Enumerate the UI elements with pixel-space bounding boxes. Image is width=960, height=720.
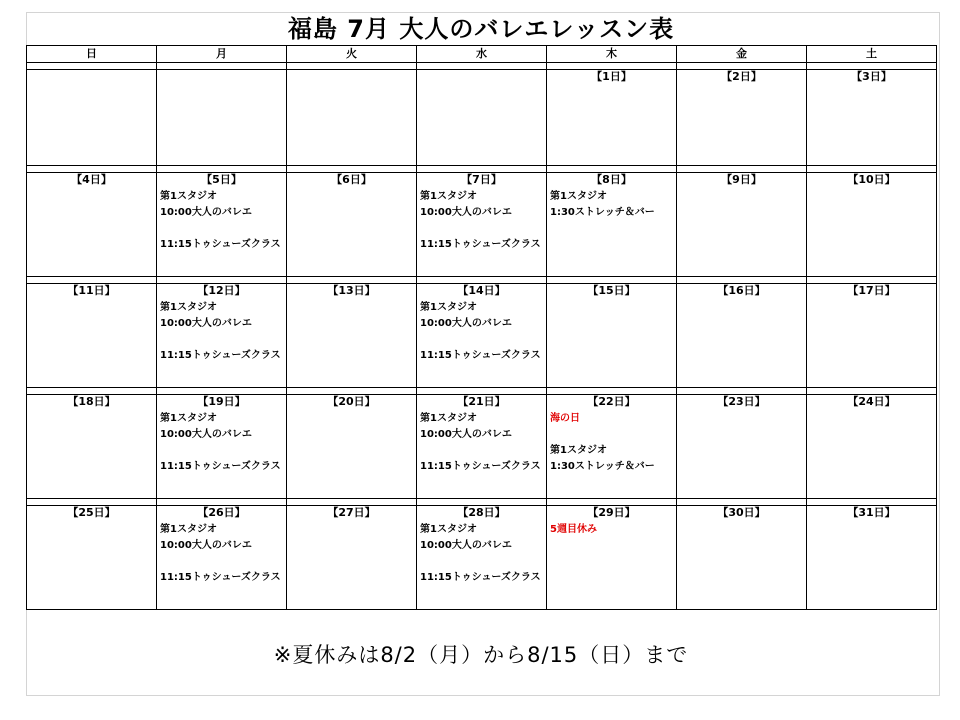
notice-text: 海の日 — [550, 413, 580, 425]
separator-cell — [677, 276, 807, 283]
lesson-line: 第1スタジオ — [160, 191, 217, 202]
summer-break-notice: ※夏休みは8/2（月）から8/15（日）まで — [273, 643, 689, 667]
notice-text: 5週目休み — [550, 524, 597, 536]
lesson-entries — [157, 409, 286, 475]
day-label: 【4日】 — [71, 173, 112, 186]
day-cell — [27, 284, 157, 388]
separator-cell — [417, 498, 547, 505]
day-cell — [157, 395, 287, 499]
lesson-entries — [157, 520, 286, 586]
separator-cell — [27, 276, 157, 283]
day-label: 【19日】 — [197, 395, 246, 409]
separator-cell — [287, 63, 417, 70]
week-separator — [27, 63, 937, 70]
lesson-line — [160, 221, 286, 237]
day-cell — [677, 173, 807, 277]
day-label: 【17日】 — [847, 284, 896, 298]
separator-cell — [27, 63, 157, 70]
lesson-line: 第1スタジオ — [550, 191, 607, 202]
day-cell — [27, 173, 157, 277]
day-label: 【16日】 — [717, 284, 766, 298]
lesson-line: 1:30ストレッチ＆バー — [550, 461, 655, 473]
weekday-header: 火 — [287, 46, 417, 63]
lesson-entries — [157, 187, 286, 253]
day-label — [287, 70, 416, 84]
separator-cell — [157, 387, 287, 394]
day-cell — [807, 395, 937, 499]
day-label: 【14日】 — [457, 284, 506, 298]
day-label: 【31日】 — [847, 506, 896, 520]
lesson-line: 11:15トゥシューズクラス — [420, 350, 541, 362]
day-label: 【29日】 — [587, 506, 636, 520]
weekday-header: 金 — [677, 46, 807, 63]
day-cell — [547, 506, 677, 610]
day-label: 【2日】 — [721, 70, 762, 84]
day-cell — [417, 395, 547, 499]
lesson-line: 11:15トゥシューズクラス — [420, 239, 541, 250]
lesson-calendar — [26, 45, 937, 610]
separator-cell — [27, 387, 157, 394]
week-row — [27, 173, 937, 277]
week-row — [27, 506, 937, 610]
lesson-line: 11:15トゥシューズクラス — [160, 461, 281, 473]
lesson-line — [420, 332, 546, 348]
lesson-line: 第1スタジオ — [420, 413, 477, 425]
separator-cell — [547, 498, 677, 505]
lesson-line — [160, 554, 286, 570]
day-cell — [547, 284, 677, 388]
lesson-line: 10:00大人のバレエ — [420, 540, 512, 552]
lesson-line: 第1スタジオ — [160, 524, 217, 536]
day-label: 【23日】 — [717, 395, 766, 409]
day-label — [417, 70, 546, 84]
day-label: 【9日】 — [721, 173, 762, 186]
day-cell — [417, 284, 547, 388]
day-label: 【27日】 — [327, 506, 376, 520]
day-label: 【28日】 — [457, 506, 506, 520]
day-cell — [417, 506, 547, 610]
day-label: 【10日】 — [847, 173, 896, 186]
lesson-line: 第1スタジオ — [420, 302, 477, 314]
separator-cell — [287, 276, 417, 283]
lesson-line — [160, 443, 286, 459]
day-cell — [157, 173, 287, 277]
day-cell — [287, 284, 417, 388]
lesson-entries — [547, 409, 676, 475]
day-label: 【3日】 — [851, 70, 892, 84]
day-cell — [807, 506, 937, 610]
separator-cell — [27, 498, 157, 505]
day-label: 【18日】 — [67, 395, 116, 409]
week-row — [27, 70, 937, 166]
day-label: 【30日】 — [717, 506, 766, 520]
day-label — [157, 70, 286, 84]
day-cell — [287, 70, 417, 166]
lesson-line: 第1スタジオ — [550, 445, 607, 457]
day-label: 【15日】 — [587, 284, 636, 298]
separator-cell — [547, 165, 677, 172]
lesson-line: 11:15トゥシューズクラス — [420, 461, 541, 473]
lesson-entries — [417, 187, 546, 253]
day-cell — [157, 70, 287, 166]
lesson-line: 10:00大人のバレエ — [420, 429, 512, 441]
separator-cell — [807, 63, 937, 70]
lesson-line: 第1スタジオ — [160, 413, 217, 425]
lesson-line: 11:15トゥシューズクラス — [160, 239, 281, 250]
lesson-line — [420, 554, 546, 570]
weekday-header: 月 — [157, 46, 287, 63]
lesson-line: 第1スタジオ — [160, 302, 217, 314]
day-cell — [807, 173, 937, 277]
separator-cell — [157, 276, 287, 283]
day-cell — [417, 173, 547, 277]
lesson-entries — [547, 520, 676, 538]
separator-cell — [417, 165, 547, 172]
lesson-entries — [417, 520, 546, 586]
separator-cell — [157, 63, 287, 70]
separator-cell — [807, 276, 937, 283]
day-cell — [417, 70, 547, 166]
separator-cell — [287, 387, 417, 394]
day-cell — [287, 395, 417, 499]
day-label: 【7日】 — [461, 173, 502, 186]
day-cell — [27, 70, 157, 166]
weekday-header: 木 — [547, 46, 677, 63]
day-label: 【13日】 — [327, 284, 376, 298]
separator-cell — [807, 387, 937, 394]
weekday-header: 土 — [807, 46, 937, 63]
day-label: 【26日】 — [197, 506, 246, 520]
separator-cell — [677, 387, 807, 394]
lesson-line: 10:00大人のバレエ — [160, 318, 252, 330]
lesson-line: 11:15トゥシューズクラス — [420, 572, 541, 584]
week-separator — [27, 387, 937, 394]
lesson-line — [420, 221, 546, 237]
week-separator — [27, 165, 937, 172]
day-cell — [807, 70, 937, 166]
day-cell — [677, 395, 807, 499]
day-cell — [157, 506, 287, 610]
day-cell — [27, 395, 157, 499]
lesson-entries — [157, 298, 286, 364]
day-label: 【21日】 — [457, 395, 506, 409]
day-cell — [157, 284, 287, 388]
separator-cell — [547, 276, 677, 283]
day-cell — [287, 506, 417, 610]
day-label: 【20日】 — [327, 395, 376, 409]
day-label: 【6日】 — [331, 173, 372, 186]
day-cell — [677, 70, 807, 166]
separator-cell — [157, 498, 287, 505]
day-label: 【5日】 — [201, 173, 242, 186]
page-title: 福島 7月 大人のバレエレッスン表 — [287, 15, 675, 43]
day-cell — [807, 284, 937, 388]
separator-cell — [677, 63, 807, 70]
lesson-line: 10:00大人のバレエ — [420, 207, 512, 218]
separator-cell — [677, 165, 807, 172]
weekday-header: 水 — [417, 46, 547, 63]
lesson-entries — [417, 298, 546, 364]
week-row — [27, 395, 937, 499]
day-cell — [287, 173, 417, 277]
separator-cell — [27, 165, 157, 172]
separator-cell — [417, 63, 547, 70]
lesson-line: 10:00大人のバレエ — [160, 429, 252, 441]
separator-cell — [287, 165, 417, 172]
lesson-entries — [417, 409, 546, 475]
separator-cell — [677, 498, 807, 505]
separator-cell — [157, 165, 287, 172]
weekday-header: 日 — [27, 46, 157, 63]
lesson-line — [160, 332, 286, 348]
day-label: 【11日】 — [67, 284, 116, 298]
day-cell — [677, 506, 807, 610]
separator-cell — [547, 387, 677, 394]
lesson-line: 11:15トゥシューズクラス — [160, 572, 281, 584]
day-label: 【22日】 — [587, 395, 636, 409]
day-cell — [677, 284, 807, 388]
lesson-line: 第1スタジオ — [420, 191, 477, 202]
lesson-line: 第1スタジオ — [420, 524, 477, 536]
day-cell — [547, 395, 677, 499]
day-label: 【8日】 — [591, 173, 632, 186]
lesson-line: 10:00大人のバレエ — [160, 540, 252, 552]
lesson-line — [550, 427, 676, 443]
lesson-line: 1:30ストレッチ＆バー — [550, 207, 655, 218]
week-separator — [27, 276, 937, 283]
day-label: 【12日】 — [197, 284, 246, 298]
week-row — [27, 284, 937, 388]
day-label: 【1日】 — [591, 70, 632, 84]
week-separator — [27, 498, 937, 505]
separator-cell — [807, 498, 937, 505]
separator-cell — [287, 498, 417, 505]
day-cell — [547, 70, 677, 166]
lesson-entries — [547, 187, 676, 221]
day-label: 【25日】 — [67, 506, 116, 520]
separator-cell — [417, 276, 547, 283]
lesson-line: 10:00大人のバレエ — [160, 207, 252, 218]
separator-cell — [807, 165, 937, 172]
calendar-body — [27, 63, 937, 610]
day-cell — [27, 506, 157, 610]
separator-cell — [547, 63, 677, 70]
lesson-line: 11:15トゥシューズクラス — [160, 350, 281, 362]
day-label — [27, 70, 156, 84]
day-label: 【24日】 — [847, 395, 896, 409]
lesson-line: 10:00大人のバレエ — [420, 318, 512, 330]
separator-cell — [417, 387, 547, 394]
lesson-line — [420, 443, 546, 459]
weekday-header-row — [27, 46, 937, 63]
day-cell — [547, 173, 677, 277]
